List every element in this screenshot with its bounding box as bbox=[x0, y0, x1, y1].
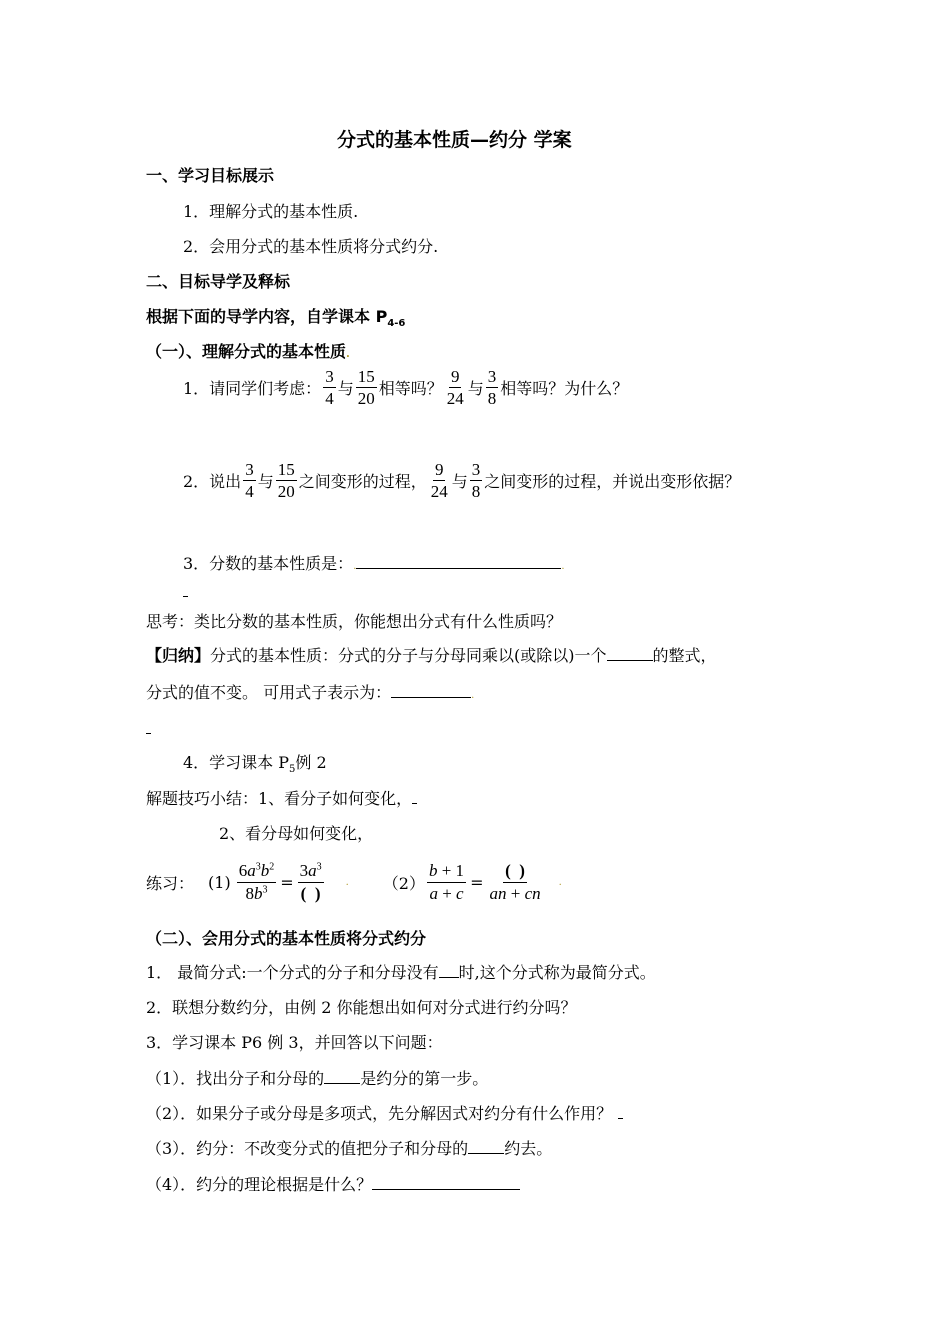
self-study-intro: 根据下面的导学内容，自学课本 $P_{4-6}$ bbox=[146, 307, 406, 330]
section-1-heading: 一、学习目标展示 bbox=[146, 166, 275, 185]
part-2-sub-2: （2）．如果分子或分母是多项式，先分解因式对约分有什么作用？ bbox=[146, 1101, 623, 1124]
objective-2: 2．会用分式的基本性质将分式约分. bbox=[183, 237, 439, 256]
part-2-sub-1: （1）．找出分子和分母的 是约分的第一步。 bbox=[146, 1069, 489, 1088]
practice-1-rhs: $\frac{3a^3}{( )}$ bbox=[299, 861, 322, 903]
part-2-sub-3: （3）．约分：不改变分式的值把分子和分母的 约去。 bbox=[146, 1139, 553, 1158]
question-1: 1．请同学们考虑： $\frac{3}{4}$ 与 $\frac{15}{20}$ 相等吗？ $\frac{9}{24}$ 与 $\frac{3}{8}$ 相等吗？为什么？ bbox=[183, 367, 629, 409]
practice-1-lhs: $\frac{6a^3b^2}{8b^3}$ bbox=[238, 861, 275, 903]
section-2-heading: 二、目标导学及释标 bbox=[146, 272, 291, 291]
objective-1: 1．理解分式的基本性质. bbox=[183, 202, 359, 221]
practice-2-rhs: $\frac{( )}{an + cn}$ bbox=[489, 861, 541, 903]
tips-line-1: 解题技巧小结：1、看分子如何变化， bbox=[146, 786, 417, 809]
part-2-sub-4: （4）．约分的理论根据是什么？ bbox=[146, 1172, 520, 1195]
part-2-line-1: 1． 最简分式:一个分式的分子和分母没有 时,这个分式称为最简分式。 bbox=[146, 963, 656, 982]
question-2: 2．说出 $\frac{3}{4}$ 与 $\frac{15}{20}$ 之间变形的过程， $\frac{9}{24}$ 与 $\frac{3}{8}$ 之间变形的过程，并说出变形依据？ bbox=[183, 460, 741, 502]
part-2-line-3: 3．学习课本 P6 例 3，并回答以下问题： bbox=[146, 1033, 443, 1052]
stray-mark bbox=[183, 596, 188, 597]
question-3: 3．分数的基本性质是：. . bbox=[183, 554, 565, 573]
fraction-3-4: $\frac{3}{4}$ bbox=[245, 460, 254, 502]
practice-row: 练习： (1) $\frac{6a^3b^2}{8b^3}$ = $\frac{3a^3}{( )}$ . （2） $\frac{b + 1}{a + c}$ = $\frac{( )}{an + cn}$ . bbox=[146, 861, 562, 903]
tips-line-2: 2、看分母如何变化， bbox=[219, 824, 374, 843]
part-2-heading: （二）、会用分式的基本性质将分式约分 bbox=[146, 929, 427, 948]
fraction-9-24: $\frac{9}{24}$ bbox=[446, 367, 464, 409]
summary-line-2: 分式的值不变。 可用式子表示为： . bbox=[146, 683, 475, 702]
question-4: 4．学习课本 $P_5$例 2 bbox=[183, 753, 327, 776]
practice-2-lhs: $\frac{b + 1}{a + c}$ bbox=[428, 861, 465, 903]
fraction-3-8: $\frac{3}{8}$ bbox=[487, 367, 497, 409]
answer-blank[interactable] bbox=[607, 646, 653, 661]
edit-mark: . bbox=[346, 349, 350, 360]
answer-blank[interactable] bbox=[356, 554, 561, 569]
summary-line-1: 【归纳】分式的基本性质：分式的分子与分母同乘以(或除以)一个 的整式， bbox=[146, 646, 717, 665]
stray-mark bbox=[146, 733, 151, 734]
part-1-heading: （一）、理解分式的基本性质. bbox=[146, 342, 350, 361]
answer-blank[interactable] bbox=[324, 1069, 360, 1084]
answer-blank[interactable] bbox=[439, 963, 459, 978]
fraction-15-20: $\frac{15}{20}$ bbox=[357, 367, 375, 409]
think-prompt: 思考：类比分数的基本性质，你能想出分式有什么性质吗？ bbox=[146, 612, 563, 631]
answer-blank[interactable] bbox=[468, 1139, 504, 1154]
part-2-line-2: 2．联想分数约分，由例 2 你能想出如何对分式进行约分吗？ bbox=[146, 998, 577, 1017]
answer-blank[interactable] bbox=[372, 1175, 520, 1190]
fraction-3-4: $\frac{3}{4}$ bbox=[325, 367, 334, 409]
page-title: 分式的基本性质—约分 学案 bbox=[337, 129, 572, 151]
fraction-9-24: $\frac{9}{24}$ bbox=[430, 460, 448, 502]
fraction-15-20: $\frac{15}{20}$ bbox=[277, 460, 295, 502]
fraction-3-8: $\frac{3}{8}$ bbox=[471, 460, 481, 502]
answer-blank[interactable] bbox=[391, 683, 471, 698]
